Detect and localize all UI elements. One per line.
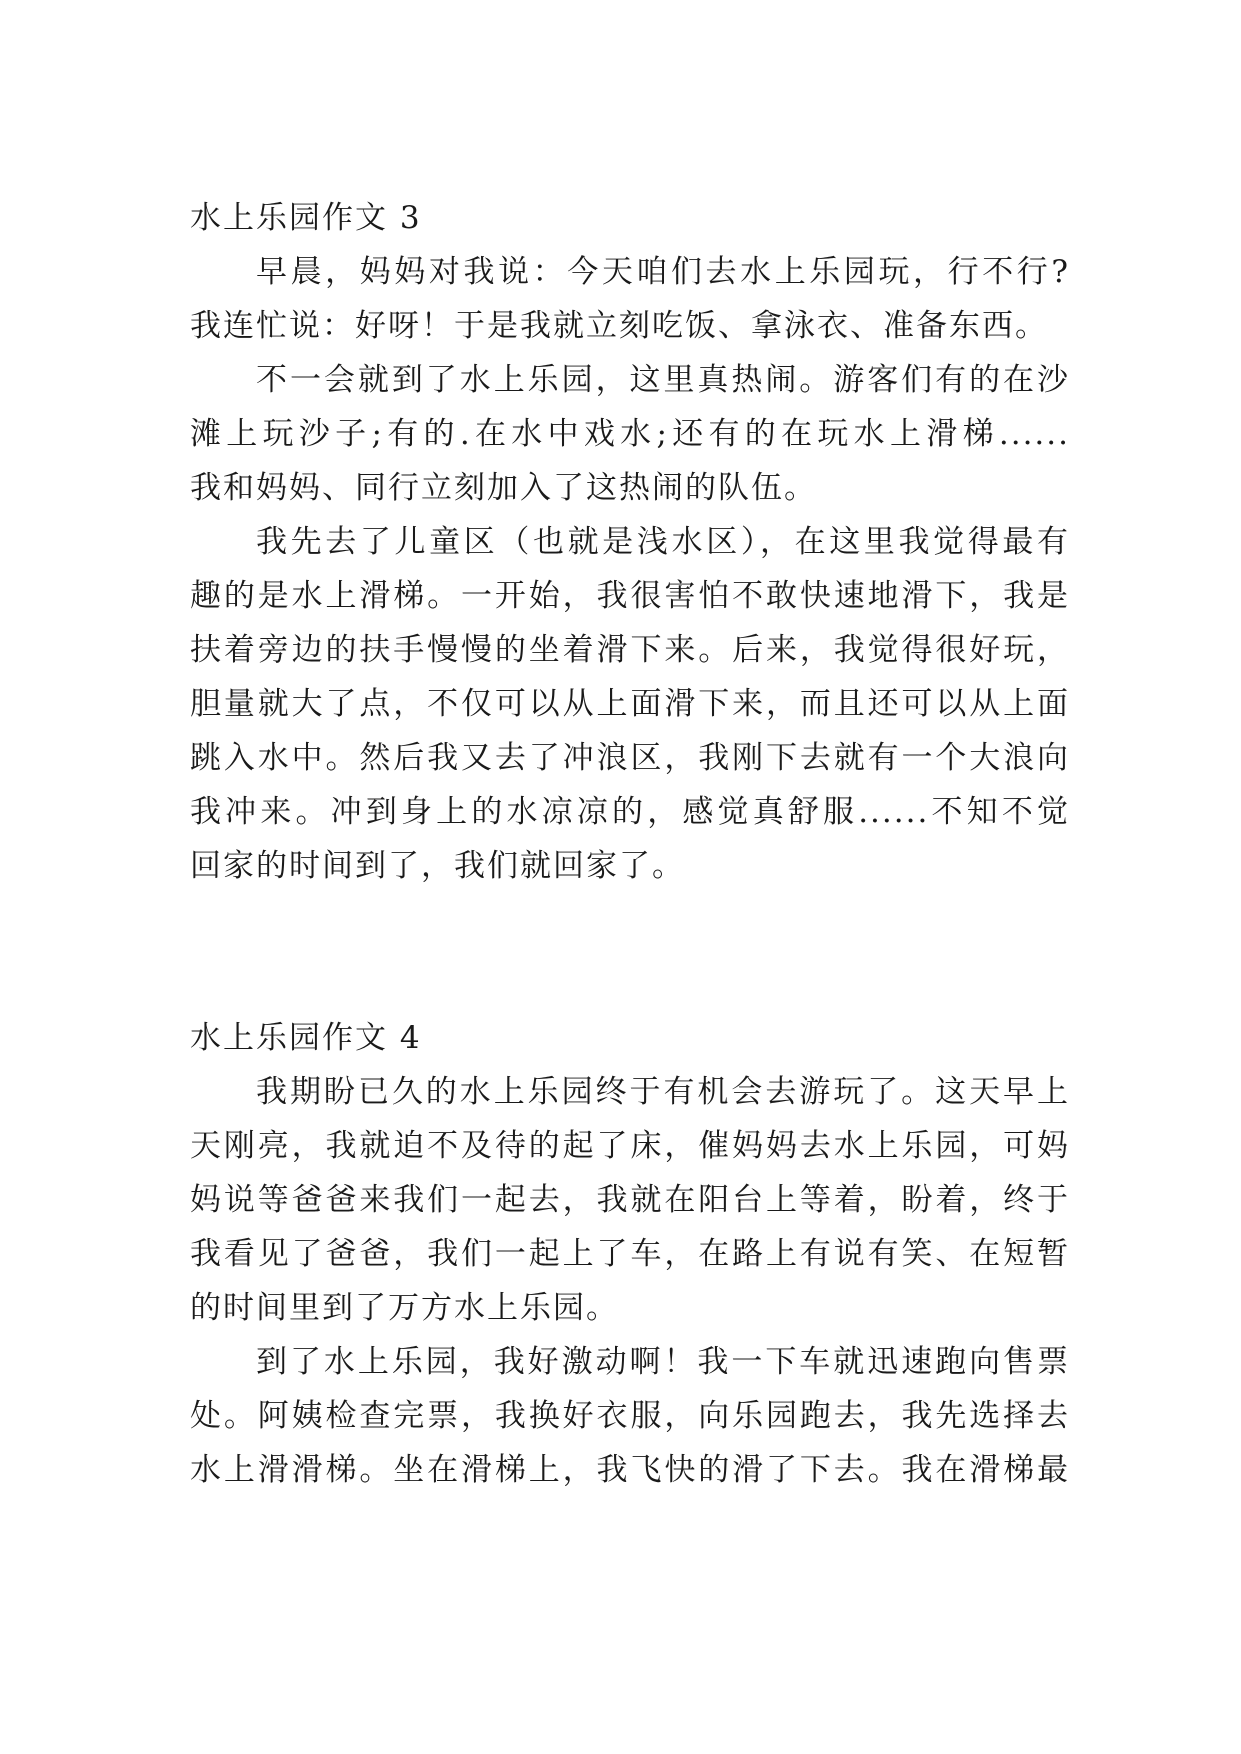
section-title: 水上乐园作文 4: [190, 1020, 422, 1056]
text-line: 不一会就到了水上乐园，这里真热闹。游客们有的在沙: [256, 362, 1070, 398]
text-line: 我先去了儿童区（也就是浅水区），在这里我觉得最有: [256, 524, 1070, 560]
section-title: 水上乐园作文 3: [190, 200, 422, 236]
text-line: 我期盼已久的水上乐园终于有机会去游玩了。这天早上: [256, 1074, 1070, 1110]
text-line: 到了水上乐园，我好激动啊！我一下车就迅速跑向售票: [256, 1344, 1070, 1380]
text-line: 我连忙说：好呀！于是我就立刻吃饭、拿泳衣、准备东西。: [190, 308, 1048, 344]
text-line: 我和妈妈、同行立刻加入了这热闹的队伍。: [190, 470, 817, 506]
text-line: 滩上玩沙子;有的.在水中戏水;还有的在玩水上滑梯......: [190, 416, 1070, 452]
text-line: 胆量就大了点，不仅可以从上面滑下来，而且还可以从上面: [190, 686, 1070, 722]
text-line: 早晨，妈妈对我说：今天咱们去水上乐园玩，行不行?: [256, 254, 1070, 290]
text-line: 趣的是水上滑梯。一开始，我很害怕不敢快速地滑下，我是: [190, 578, 1070, 614]
text-line: 水上滑滑梯。坐在滑梯上，我飞快的滑了下去。我在滑梯最: [190, 1452, 1070, 1488]
text-line: 我冲来。冲到身上的水凉凉的，感觉真舒服......不知不觉: [190, 794, 1070, 830]
text-line: 天刚亮，我就迫不及待的起了床，催妈妈去水上乐园，可妈: [190, 1128, 1070, 1164]
text-line: 我看见了爸爸，我们一起上了车，在路上有说有笑、在短暂: [190, 1236, 1070, 1272]
text-line: 扶着旁边的扶手慢慢的坐着滑下来。后来，我觉得很好玩，: [190, 632, 1070, 668]
text-line: 跳入水中。然后我又去了冲浪区，我刚下去就有一个大浪向: [190, 740, 1070, 776]
text-line: 回家的时间到了，我们就回家了。: [190, 848, 685, 884]
text-line: 的时间里到了万方水上乐园。: [190, 1290, 619, 1326]
text-line: 妈说等爸爸来我们一起去，我就在阳台上等着，盼着，终于: [190, 1182, 1070, 1218]
text-line: 处。阿姨检查完票，我换好衣服，向乐园跑去，我先选择去: [190, 1398, 1070, 1434]
